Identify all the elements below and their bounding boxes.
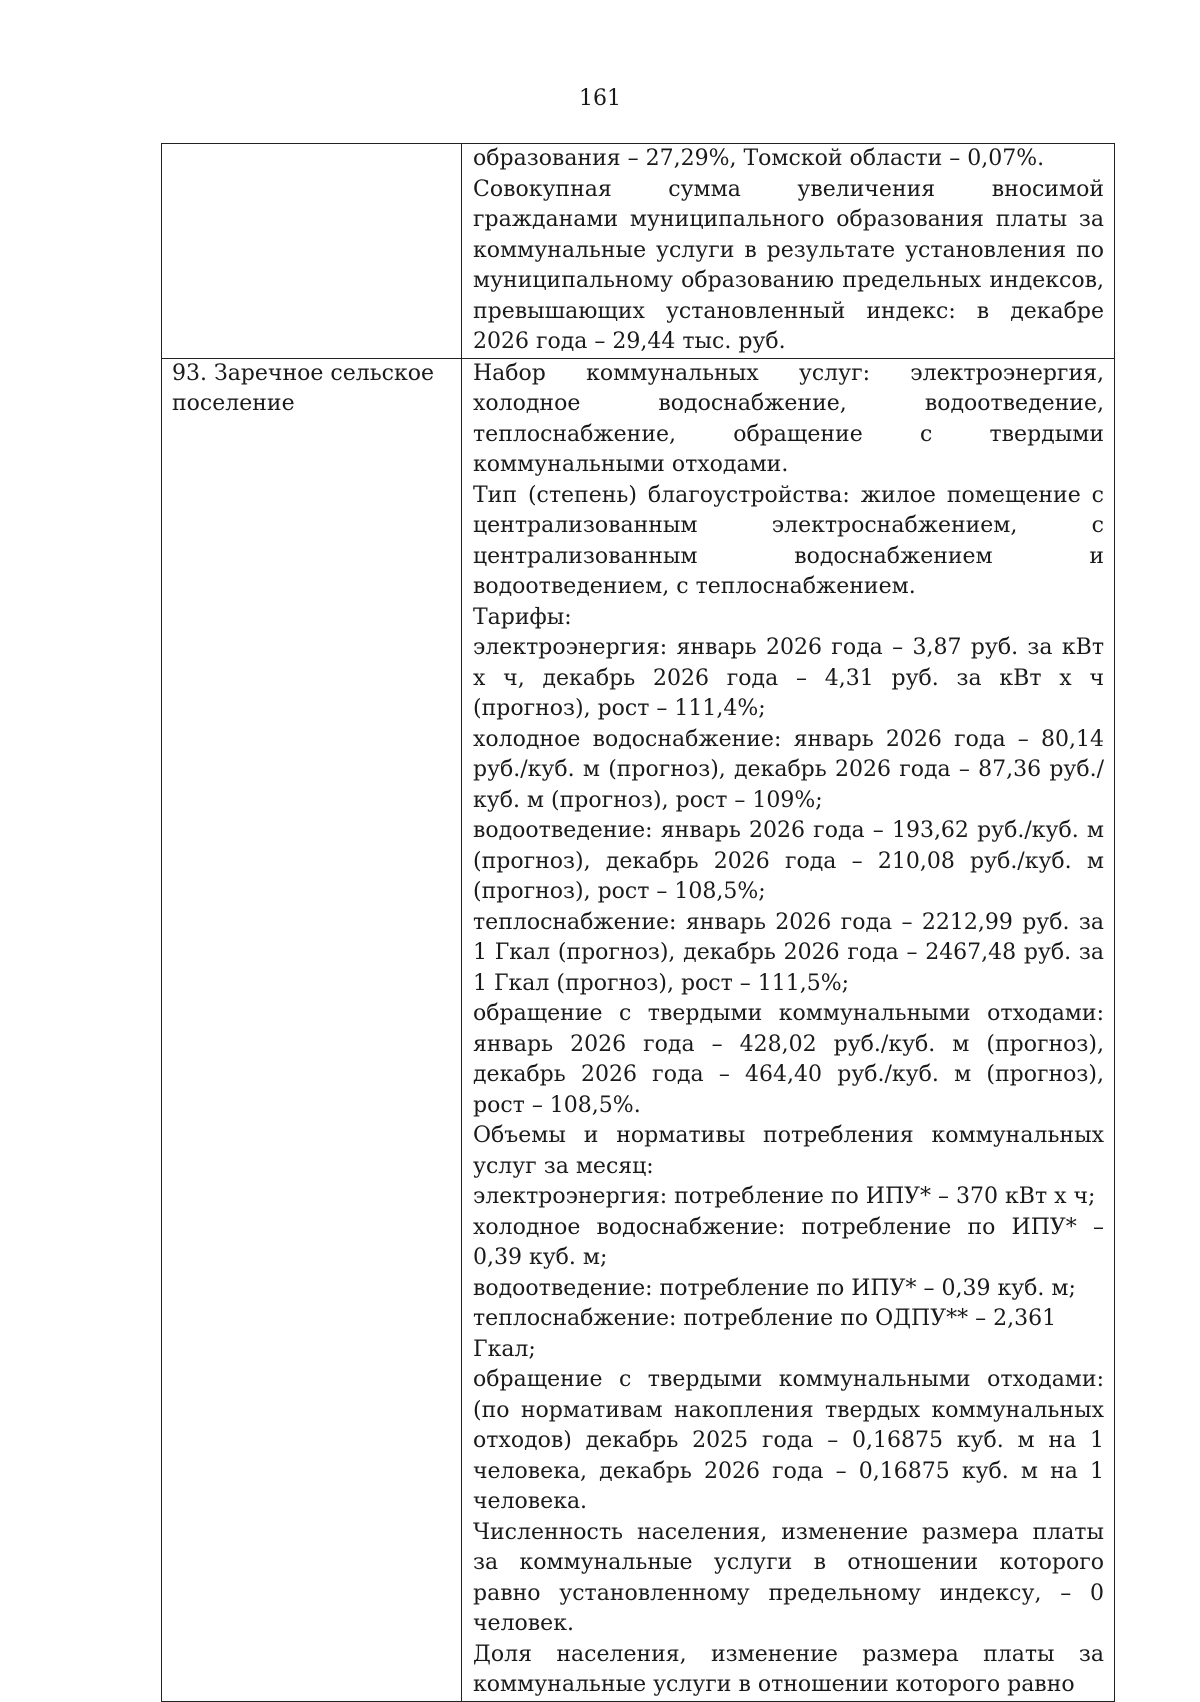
paragraph-population-share: Доля населения, изменение размера платы за коммунальные услуги в отношении которого равно xyxy=(473,1641,1104,1697)
municipality-cell-empty xyxy=(162,144,462,359)
paragraph-volume-sewerage: водоотведение: потребление по ИПУ* – 0,39 куб. м; xyxy=(473,1275,1076,1301)
table-row-continuation xyxy=(162,144,1115,359)
paragraph-improvement-type: Тип (степень) благоустройства: жилое помещение с централизованным электроснабжением, с централизованным водоснабжением и водоотведением, с теплоснабжением. xyxy=(473,482,1104,599)
paragraph-volume-cold-water: холодное водоснабжение: потребление по ИПУ* – 0,39 куб. м; xyxy=(473,1214,1104,1270)
paragraph-volume-heating: теплоснабжение: потребление по ОДПУ** – 2,361 Гкал; xyxy=(473,1306,1057,1362)
page-number: 161 xyxy=(579,86,621,111)
data-table xyxy=(161,143,1115,1702)
paragraph-tariff-electricity: электроэнергия: январь 2026 года – 3,87 руб. за кВт х ч, декабрь 2026 года – 4,31 руб. за кВт х ч (прогноз), рост – 111,4%; xyxy=(473,635,1104,721)
paragraph-volumes-heading: Объемы и нормативы потребления коммунальных услуг за месяц: xyxy=(473,1123,1104,1179)
paragraph-tariffs-heading: Тарифы: xyxy=(473,604,572,630)
paragraph-tariff-cold-water: холодное водоснабжение: январь 2026 года – 80,14 руб./куб. м (прогноз), декабрь 2026 года – 87,36 руб./куб. м (прогноз), рост – 109%; xyxy=(473,726,1104,813)
description-cell xyxy=(462,144,1115,359)
paragraph-volume-electricity: электроэнергия: потребление по ИПУ* – 370 кВт х ч; xyxy=(473,1184,1096,1209)
paragraph-tariff-waste: обращение с твердыми коммунальными отходами: январь 2026 года – 428,02 руб./куб. м (прогноз), декабрь 2026 года – 464,40 руб./куб. м (прогноз), рост – 108,5%. xyxy=(473,1001,1104,1118)
paragraph-tariff-heating: теплоснабжение: январь 2026 года – 2212,99 руб. за 1 Гкал (прогноз), декабрь 2026 года – 2467,48 руб. за 1 Гкал (прогноз), рост – 111,5%; xyxy=(473,909,1104,996)
municipality-name-cell: 93. Заречное сельское поселение xyxy=(162,358,462,1701)
description-cell xyxy=(462,358,1115,1701)
paragraph-total-increase: Совокупная сумма увеличения вносимой гражданами муниципального образования платы за коммунальные услуги в результате установления по муниципальному образованию предельных индексов, превышающих установленный индекс: в декабре 2026 года – 29,44 тыс. руб. xyxy=(473,176,1104,354)
table-row-93 xyxy=(162,358,1115,1701)
paragraph-population-count: Численность населения, изменение размера платы за коммунальные услуги в отношении которого равно установленному предельному индексу, – 0 человек. xyxy=(473,1519,1104,1636)
paragraph-tariff-sewerage: водоотведение: январь 2026 года – 193,62 руб./куб. м (прогноз), декабрь 2026 года – 210,08 руб./куб. м (прогноз), рост – 108,5%; xyxy=(473,818,1104,904)
paragraph-volume-waste: обращение с твердыми коммунальными отходами: (по нормативам накопления твердых коммунальных отходов) декабрь 2025 года – 0,16875 куб. м на 1 человека, декабрь 2026 года – 0,16875 куб. м на 1 человека. xyxy=(473,1367,1104,1514)
paragraph-services-set: Набор коммунальных услуг: электроэнергия, холодное водоснабжение, водоотведение, теплоснабжение, обращение с твердыми коммунальными отходами. xyxy=(473,360,1104,477)
paragraph-continuation: образования – 27,29%, Томской области – 0,07%. xyxy=(473,146,1045,171)
